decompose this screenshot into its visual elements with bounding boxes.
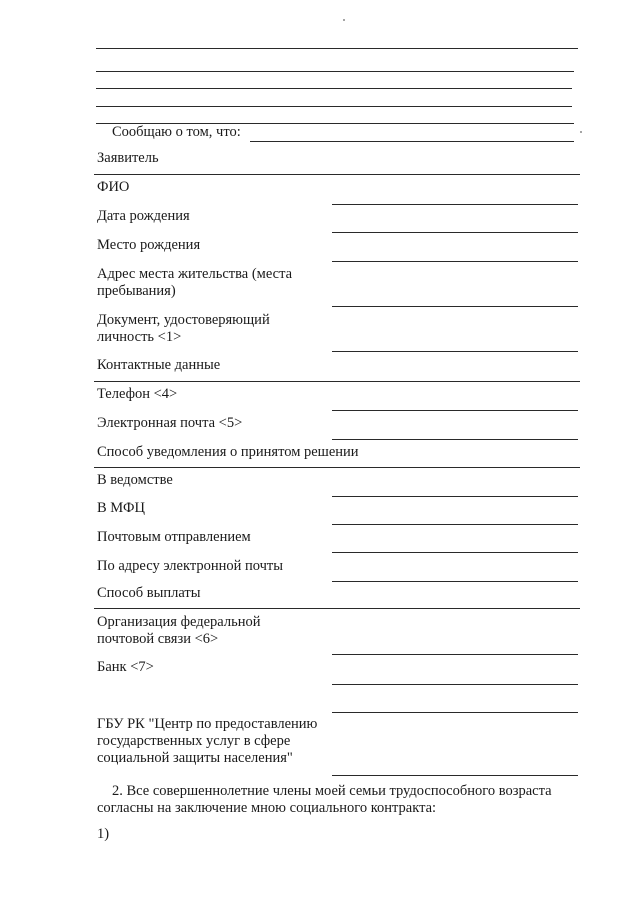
payment-section-title: Способ выплаты [97, 585, 201, 601]
report-label: Сообщаю о том, что: [112, 124, 241, 140]
notify-mfc-field-line[interactable] [332, 524, 578, 525]
contacts-section-title: Контактные данные [97, 357, 221, 373]
gbu-field-line[interactable] [332, 775, 578, 776]
address-field-line[interactable] [332, 306, 578, 307]
address-label: Адрес места жительства (места пребывания) [97, 266, 293, 299]
notify-agency-label: В ведомстве [97, 472, 173, 488]
document-field-line[interactable] [332, 351, 578, 352]
section-divider [94, 174, 580, 175]
notify-email-field-line[interactable] [332, 581, 578, 582]
birth-date-label: Дата рождения [97, 208, 190, 224]
document-label: Документ, удостоверяющий личность <1> [97, 312, 270, 345]
email-label: Электронная почта <5> [97, 415, 243, 431]
report-field-line[interactable] [250, 141, 574, 142]
scan-speck [343, 19, 345, 21]
phone-label: Телефон <4> [97, 386, 178, 402]
blank-line-1[interactable] [96, 48, 578, 49]
notify-email-label: По адресу электронной почты [97, 558, 283, 574]
post-org-label: Организация федеральной почтовой связи <6> [97, 614, 261, 647]
section-divider [94, 467, 580, 468]
notification-section-title: Способ уведомления о принятом решении [97, 444, 359, 460]
blank-line-4[interactable] [96, 106, 572, 107]
post-org-field-line[interactable] [332, 654, 578, 655]
phone-field-line[interactable] [332, 410, 578, 411]
fio-label: ФИО [97, 179, 130, 195]
notify-post-field-line[interactable] [332, 552, 578, 553]
blank-line-2[interactable] [96, 71, 574, 72]
bank-field-line-2[interactable] [332, 712, 578, 713]
notify-agency-field-line[interactable] [332, 496, 578, 497]
section-divider [94, 381, 580, 382]
section-divider [94, 608, 580, 609]
birth-place-field-line[interactable] [332, 261, 578, 262]
blank-line-3[interactable] [96, 88, 572, 89]
birth-place-label: Место рождения [97, 237, 201, 253]
bank-field-line-1[interactable] [332, 684, 578, 685]
notify-post-label: Почтовым отправлением [97, 529, 251, 545]
consent-item-1: 1) [97, 826, 110, 842]
gbu-label: ГБУ РК "Центр по предоставлению государственных услуг в сфере социальной защиты населения" [97, 716, 318, 766]
email-field-line[interactable] [332, 439, 578, 440]
scan-speck [580, 131, 582, 133]
birth-date-field-line[interactable] [332, 232, 578, 233]
applicant-section-title: Заявитель [97, 150, 159, 166]
consent-paragraph: 2. Все совершеннолетние члены моей семьи трудоспособного возраста согласны на заключение мною социального контракта: [97, 783, 552, 816]
notify-mfc-label: В МФЦ [97, 500, 145, 516]
fio-field-line[interactable] [332, 204, 578, 205]
bank-label: Банк <7> [97, 659, 154, 675]
